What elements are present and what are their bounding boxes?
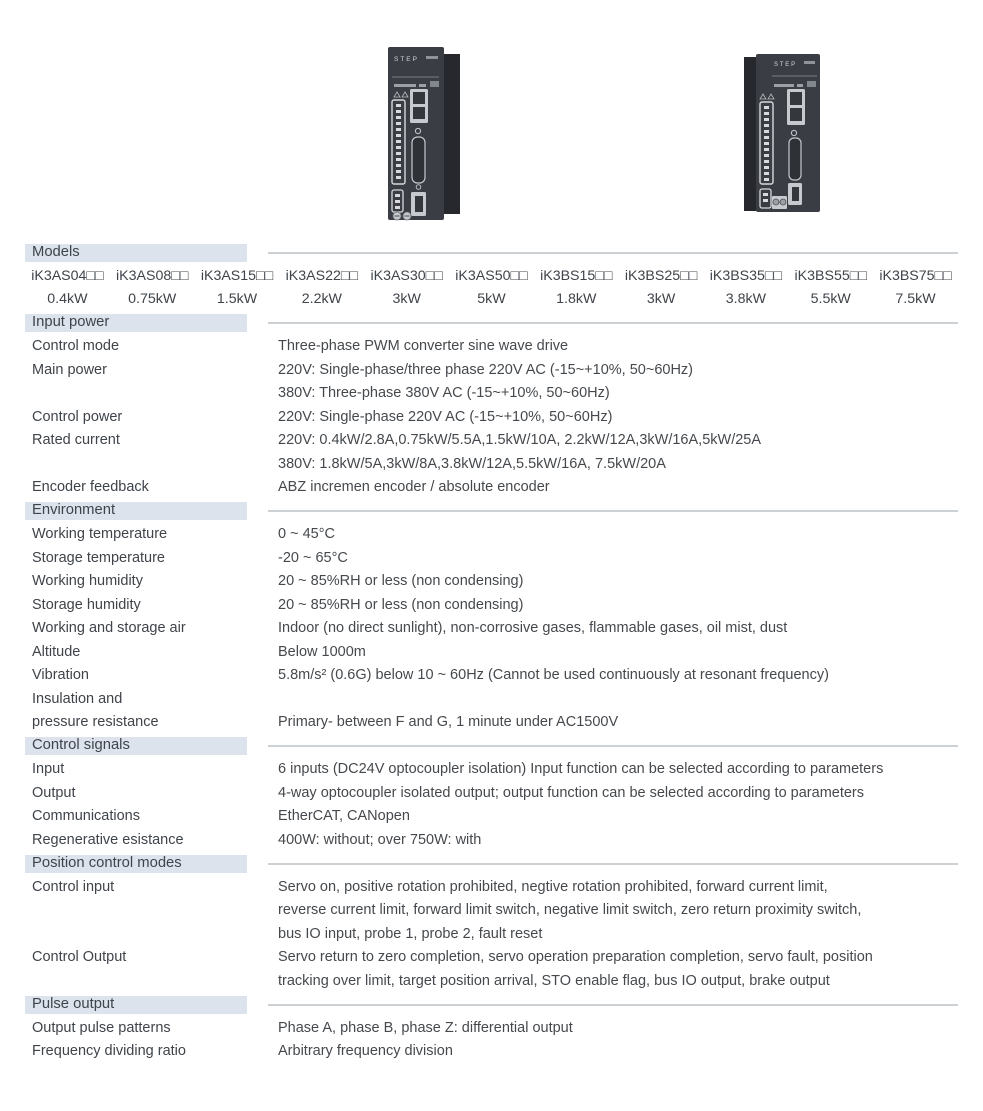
value-line: Arbitrary frequency division <box>278 1043 453 1059</box>
row-label <box>25 476 278 500</box>
label-line: Main power <box>32 361 107 378</box>
value-line: 380V: Three-phase 380V AC (-15~+10%, 50~60Hz) <box>278 385 610 401</box>
value-line: Phase A, phase B, phase Z: differential output <box>278 1019 573 1036</box>
section-divider-line <box>268 1004 958 1006</box>
models-row <box>25 265 958 312</box>
spec-row <box>25 664 958 688</box>
spec-section <box>25 735 958 853</box>
label-line: Working and storage air <box>32 620 186 636</box>
spec-row <box>25 570 958 594</box>
spec-row <box>25 876 958 947</box>
model-cell <box>619 265 704 312</box>
row-value <box>278 758 958 782</box>
rj45-ports-icon <box>410 89 428 123</box>
spec-section <box>25 993 958 1064</box>
label-line: Communications <box>32 808 140 824</box>
row-label <box>25 1040 278 1064</box>
spec-row <box>25 476 958 500</box>
model-cell <box>195 265 280 312</box>
row-value <box>278 1017 958 1041</box>
spec-row <box>25 594 958 618</box>
model-cell <box>704 265 789 312</box>
model-cell <box>449 265 534 312</box>
value-line: reverse current limit, forward limit switch, negative limit switch, zero return proximity switch, <box>278 902 862 918</box>
model-power: 1.5kW <box>216 291 258 307</box>
value-line: tracking over limit, target position arrival, STO enable flag, bus IO output, brake output <box>278 972 830 989</box>
spec-row <box>25 688 958 735</box>
model-cell <box>25 265 110 312</box>
row-value <box>278 829 958 853</box>
section-divider-line <box>268 745 958 747</box>
brand-label: STEP <box>774 62 797 68</box>
row-label <box>25 617 278 641</box>
label-line: Vibration <box>32 667 89 683</box>
spec-row <box>25 617 958 641</box>
section-divider-line <box>268 510 958 512</box>
section-divider-line <box>268 322 958 324</box>
model-code: iK3AS08□□ <box>116 267 189 284</box>
label-line: Regenerative esistance <box>32 831 184 848</box>
section-header-bar: Input power <box>25 314 247 332</box>
row-label <box>25 805 278 829</box>
spec-row <box>25 805 958 829</box>
row-label <box>25 570 278 594</box>
row-value <box>278 641 958 665</box>
model-power: 3kW <box>392 291 421 307</box>
row-label <box>25 429 278 476</box>
spec-row <box>25 946 958 993</box>
value-line: 4-way optocoupler isolated output; output function can be selected according to parameters <box>278 784 865 801</box>
row-label <box>25 406 278 430</box>
section-header-bar: Control signals <box>25 737 247 755</box>
row-label <box>25 523 278 547</box>
row-value <box>278 476 958 500</box>
label-line: pressure resistance <box>32 714 159 730</box>
brand-logo-mark <box>426 56 438 59</box>
model-text-line <box>394 84 416 87</box>
row-value <box>278 617 958 641</box>
drive-side-flange <box>442 54 460 214</box>
model-code: iK3BS75□□ <box>879 267 952 284</box>
row-label <box>25 594 278 618</box>
spec-row <box>25 782 958 806</box>
model-code: iK3AS30□□ <box>370 267 443 284</box>
row-value <box>278 946 958 993</box>
model-power: 2.2kW <box>301 291 342 307</box>
row-value <box>278 805 958 829</box>
servo-drive-image-small <box>386 47 464 223</box>
label-line: Control Output <box>32 949 127 965</box>
row-label <box>25 1017 278 1041</box>
row-value <box>278 782 958 806</box>
row-label <box>25 641 278 665</box>
model-cell <box>873 265 958 312</box>
spec-row <box>25 547 958 571</box>
row-value <box>278 406 958 430</box>
row-label <box>25 547 278 571</box>
label-line: Control input <box>32 878 115 895</box>
row-label <box>25 664 278 688</box>
brand-label: STEP <box>394 56 419 63</box>
value-line: bus IO input, probe 1, probe 2, fault reset <box>278 925 543 942</box>
value-line: 220V: Single-phase/three phase 220V AC (-15~+10%, 50~60Hz) <box>278 361 694 378</box>
servo-drive-small-graphic <box>386 47 464 223</box>
label-line: Control mode <box>32 338 120 354</box>
value-line: EtherCAT, CANopen <box>278 808 410 824</box>
model-code: iK3AS22□□ <box>285 267 359 284</box>
model-badge <box>430 81 439 87</box>
dsub-connector-icon <box>412 137 425 189</box>
row-value <box>278 876 958 947</box>
model-power: 3kW <box>646 291 676 307</box>
label-line: Output pulse patterns <box>32 1019 171 1036</box>
model-code: iK3AS50□□ <box>455 267 528 284</box>
ground-screws-icon <box>772 196 787 209</box>
model-cell <box>788 265 873 312</box>
spec-row <box>25 523 958 547</box>
label-line: Input <box>32 761 65 777</box>
row-label <box>25 758 278 782</box>
spec-table <box>25 241 958 1064</box>
value-line: 20 ~ 85%RH or less (non condensing) <box>278 573 524 589</box>
spec-row <box>25 829 958 853</box>
label-line: Insulation and <box>32 690 123 707</box>
model-cell <box>279 265 364 312</box>
rj45-ports-icon <box>787 89 805 125</box>
value-line: Primary- between F and G, 1 minute under AC1500V <box>278 714 619 730</box>
spec-row <box>25 359 958 406</box>
section-header-bar: Pulse output <box>25 996 247 1014</box>
value-line: ABZ incremen encoder / absolute encoder <box>278 479 550 495</box>
label-line: Control power <box>32 408 123 425</box>
section-header-bar: Models <box>25 244 247 262</box>
models-section-header <box>25 241 958 265</box>
spec-section <box>25 500 958 735</box>
label-line: Output <box>32 784 76 801</box>
model-power: 7.5kW <box>895 291 936 307</box>
section-divider-line <box>268 252 958 254</box>
value-line: Below 1000m <box>278 643 366 660</box>
row-value <box>278 688 958 735</box>
label-line: Rated current <box>32 432 120 448</box>
model-power: 0.75kW <box>128 291 177 307</box>
spec-row <box>25 429 958 476</box>
row-value <box>278 335 958 359</box>
section-header <box>25 312 958 336</box>
spec-section <box>25 852 958 993</box>
value-line: 0 ~ 45°C <box>278 526 335 542</box>
model-code: iK3BS35□□ <box>709 267 783 284</box>
model-badge <box>807 81 816 87</box>
model-power: 1.8kW <box>556 291 597 307</box>
row-label <box>25 782 278 806</box>
value-line: 220V: 0.4kW/2.8A,0.75kW/5.5A,1.5kW/10A, 2.2kW/12A,3kW/16A,5kW/25A <box>278 432 762 448</box>
section-divider-line <box>268 863 958 865</box>
value-line: Servo on, positive rotation prohibited, negtive rotation prohibited, forward current limit, <box>278 878 828 895</box>
label-line: Encoder feedback <box>32 479 149 495</box>
row-value <box>278 1040 958 1064</box>
value-line: 20 ~ 85%RH or less (non condensing) <box>278 596 524 613</box>
spec-section <box>25 312 958 500</box>
row-label <box>25 335 278 359</box>
label-line: Storage temperature <box>32 549 165 566</box>
encoder-connector-icon <box>788 183 802 205</box>
spec-row <box>25 758 958 782</box>
spec-row <box>25 1040 958 1064</box>
model-power: 5.5kW <box>810 291 851 307</box>
value-line: Servo return to zero completion, servo operation preparation completion, servo fault, position <box>278 949 873 965</box>
model-code: iK3AS04□□ <box>31 267 104 284</box>
model-cell <box>364 265 449 312</box>
model-cell <box>534 265 619 312</box>
section-header-bar: Position control modes <box>25 855 247 873</box>
value-line: -20 ~ 65°C <box>278 549 348 566</box>
model-cell <box>110 265 195 312</box>
row-value <box>278 429 958 476</box>
spec-row <box>25 335 958 359</box>
section-header <box>25 735 958 759</box>
model-text-line <box>797 84 803 87</box>
row-value <box>278 547 958 571</box>
row-value <box>278 523 958 547</box>
row-label <box>25 946 278 993</box>
model-code: iK3BS25□□ <box>624 267 698 284</box>
section-header <box>25 852 958 876</box>
spec-row <box>25 641 958 665</box>
model-power: 3.8kW <box>725 291 767 307</box>
row-label <box>25 688 278 735</box>
label-line: Working temperature <box>32 526 168 542</box>
spec-sections <box>25 312 958 1064</box>
spec-row <box>25 1017 958 1041</box>
section-header <box>25 500 958 524</box>
model-text-line <box>774 84 794 87</box>
value-line: Three-phase PWM converter sine wave drive <box>278 338 569 354</box>
row-label <box>25 876 278 947</box>
model-code: iK3AS15□□ <box>200 267 274 284</box>
row-value <box>278 570 958 594</box>
label-line: Storage humidity <box>32 596 141 613</box>
section-header <box>25 993 958 1017</box>
model-code: iK3BS15□□ <box>540 267 613 284</box>
value-line: 5.8m/s² (0.6G) below 10 ~ 60Hz (Cannot be used continuously at resonant frequency) <box>278 667 829 683</box>
label-line: Frequency dividing ratio <box>32 1043 186 1059</box>
value-line: 220V: Single-phase 220V AC (-15~+10%, 50~60Hz) <box>278 408 613 425</box>
servo-drive-large-graphic <box>744 54 824 214</box>
row-value <box>278 359 958 406</box>
model-code: iK3BS55□□ <box>794 267 867 284</box>
spec-row <box>25 406 958 430</box>
value-line: 400W: without; over 750W: with <box>278 831 482 848</box>
servo-drive-image-large <box>744 54 824 214</box>
model-power: 0.4kW <box>47 291 88 307</box>
model-power: 5kW <box>477 291 506 307</box>
drive-side-panel <box>744 57 756 211</box>
model-text-line <box>419 84 426 87</box>
brand-logo-mark <box>804 61 815 64</box>
value-line: 6 inputs (DC24V optocoupler isolation) Input function can be selected according to parameters <box>278 761 884 777</box>
value-line: Indoor (no direct sunlight), non-corrosive gases, flammable gases, oil mist, dust <box>278 620 788 636</box>
label-line: Altitude <box>32 643 81 660</box>
dsub-connector-icon <box>789 138 801 180</box>
row-label <box>25 359 278 406</box>
value-line: 380V: 1.8kW/5A,3kW/8A,3.8kW/12A,5.5kW/16A, 7.5kW/20A <box>278 455 666 472</box>
value-line <box>278 688 958 712</box>
label-line: Working humidity <box>32 573 143 589</box>
row-label <box>25 829 278 853</box>
encoder-connector-icon <box>411 192 426 216</box>
row-value <box>278 594 958 618</box>
row-value <box>278 664 958 688</box>
section-header-bar: Environment <box>25 502 247 520</box>
